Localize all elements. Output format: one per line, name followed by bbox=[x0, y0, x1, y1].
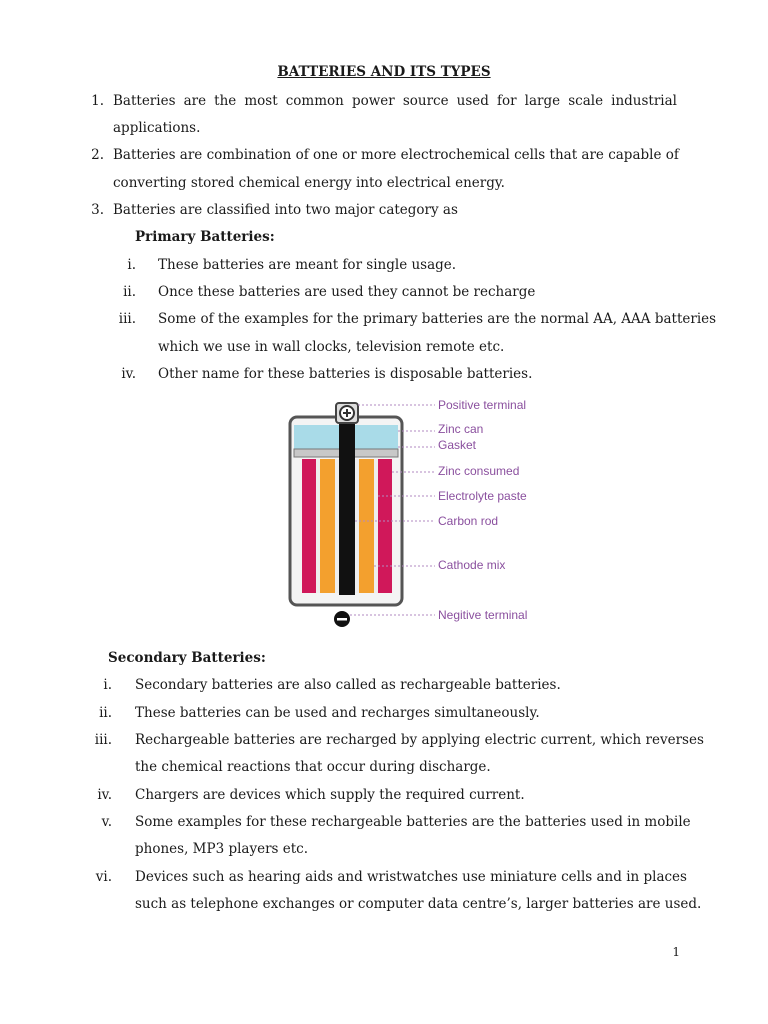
list-item-line: Rechargeable batteries are recharged by applying electric current, which reverses bbox=[135, 732, 704, 748]
page-number: 1 bbox=[672, 945, 680, 959]
list-item-line: Other name for these batteries is disposable batteries. bbox=[158, 366, 533, 382]
list-item-line: phones, MP3 players etc. bbox=[135, 841, 309, 857]
list-number: iv. bbox=[121, 366, 136, 382]
list-number: vi. bbox=[95, 869, 112, 885]
list-number: ii. bbox=[99, 705, 112, 721]
zinc-consumed-left bbox=[302, 459, 316, 593]
list-item-line: converting stored chemical energy into electrical energy. bbox=[113, 175, 505, 191]
label-cathode-mix: Cathode mix bbox=[438, 558, 506, 572]
list-item-line: These batteries can be used and recharges simultaneously. bbox=[135, 705, 540, 721]
list-number: i. bbox=[103, 677, 112, 693]
list-number: iii. bbox=[94, 732, 112, 748]
list-item-line: These batteries are meant for single usage. bbox=[158, 257, 457, 273]
list-number: 2. bbox=[91, 147, 104, 163]
list-number: ii. bbox=[123, 284, 136, 300]
list-item-line: Batteries are classified into two major category as bbox=[113, 202, 458, 218]
label-carbon-rod: Carbon rod bbox=[438, 514, 499, 528]
battery-diagram bbox=[280, 395, 570, 635]
carbon-rod bbox=[339, 417, 355, 595]
label-gasket: Gasket bbox=[438, 438, 477, 452]
list-item-line: Chargers are devices which supply the required current. bbox=[135, 787, 525, 803]
cathode-mix-left bbox=[320, 459, 335, 593]
list-number: iv. bbox=[97, 787, 112, 803]
list-item-line: Devices such as hearing aids and wristwatches use miniature cells and in places bbox=[135, 869, 687, 885]
label-zinc-can: Zinc can bbox=[438, 422, 484, 436]
list-item-line: Batteries are combination of one or more electrochemical cells that are capable of bbox=[113, 147, 679, 163]
zinc-consumed-right bbox=[378, 459, 392, 593]
label-electrolyte-paste: Electrolyte paste bbox=[438, 489, 527, 503]
list-item-line: applications. bbox=[113, 120, 201, 136]
electrolyte-paste-right bbox=[374, 459, 378, 593]
list-item-line: Batteries are the most common power source used for large scale industrial bbox=[113, 93, 677, 109]
label-positive-terminal: Positive terminal bbox=[438, 398, 527, 412]
list-item-line: the chemical reactions that occur during discharge. bbox=[135, 759, 491, 775]
list-number: iii. bbox=[118, 311, 136, 327]
list-item-line: Some of the examples for the primary batteries are the normal AA, AAA batteries bbox=[158, 311, 717, 327]
electrolyte-paste-left bbox=[316, 459, 320, 593]
label-negative-terminal: Negitive terminal bbox=[438, 608, 528, 622]
list-item-line: such as telephone exchanges or computer data centre’s, larger batteries are used. bbox=[135, 896, 702, 912]
list-item-line: which we use in wall clocks, television remote etc. bbox=[158, 339, 505, 355]
list-number: i. bbox=[127, 257, 136, 273]
list-item-line: Once these batteries are used they cannot be recharge bbox=[158, 284, 536, 300]
list-item-line: Secondary batteries are also called as rechargeable batteries. bbox=[135, 677, 561, 693]
list-number: 3. bbox=[91, 202, 104, 218]
label-zinc-consumed: Zinc consumed bbox=[438, 464, 520, 478]
cathode-mix-right bbox=[359, 459, 374, 593]
secondary-batteries-heading: Secondary Batteries: bbox=[108, 650, 266, 666]
list-number: v. bbox=[101, 814, 112, 830]
list-number: 1. bbox=[91, 93, 104, 109]
primary-batteries-heading: Primary Batteries: bbox=[135, 229, 275, 245]
list-item-line: Some examples for these rechargeable batteries are the batteries used in mobile bbox=[135, 814, 691, 830]
document-title: BATTERIES AND ITS TYPES bbox=[277, 64, 491, 80]
